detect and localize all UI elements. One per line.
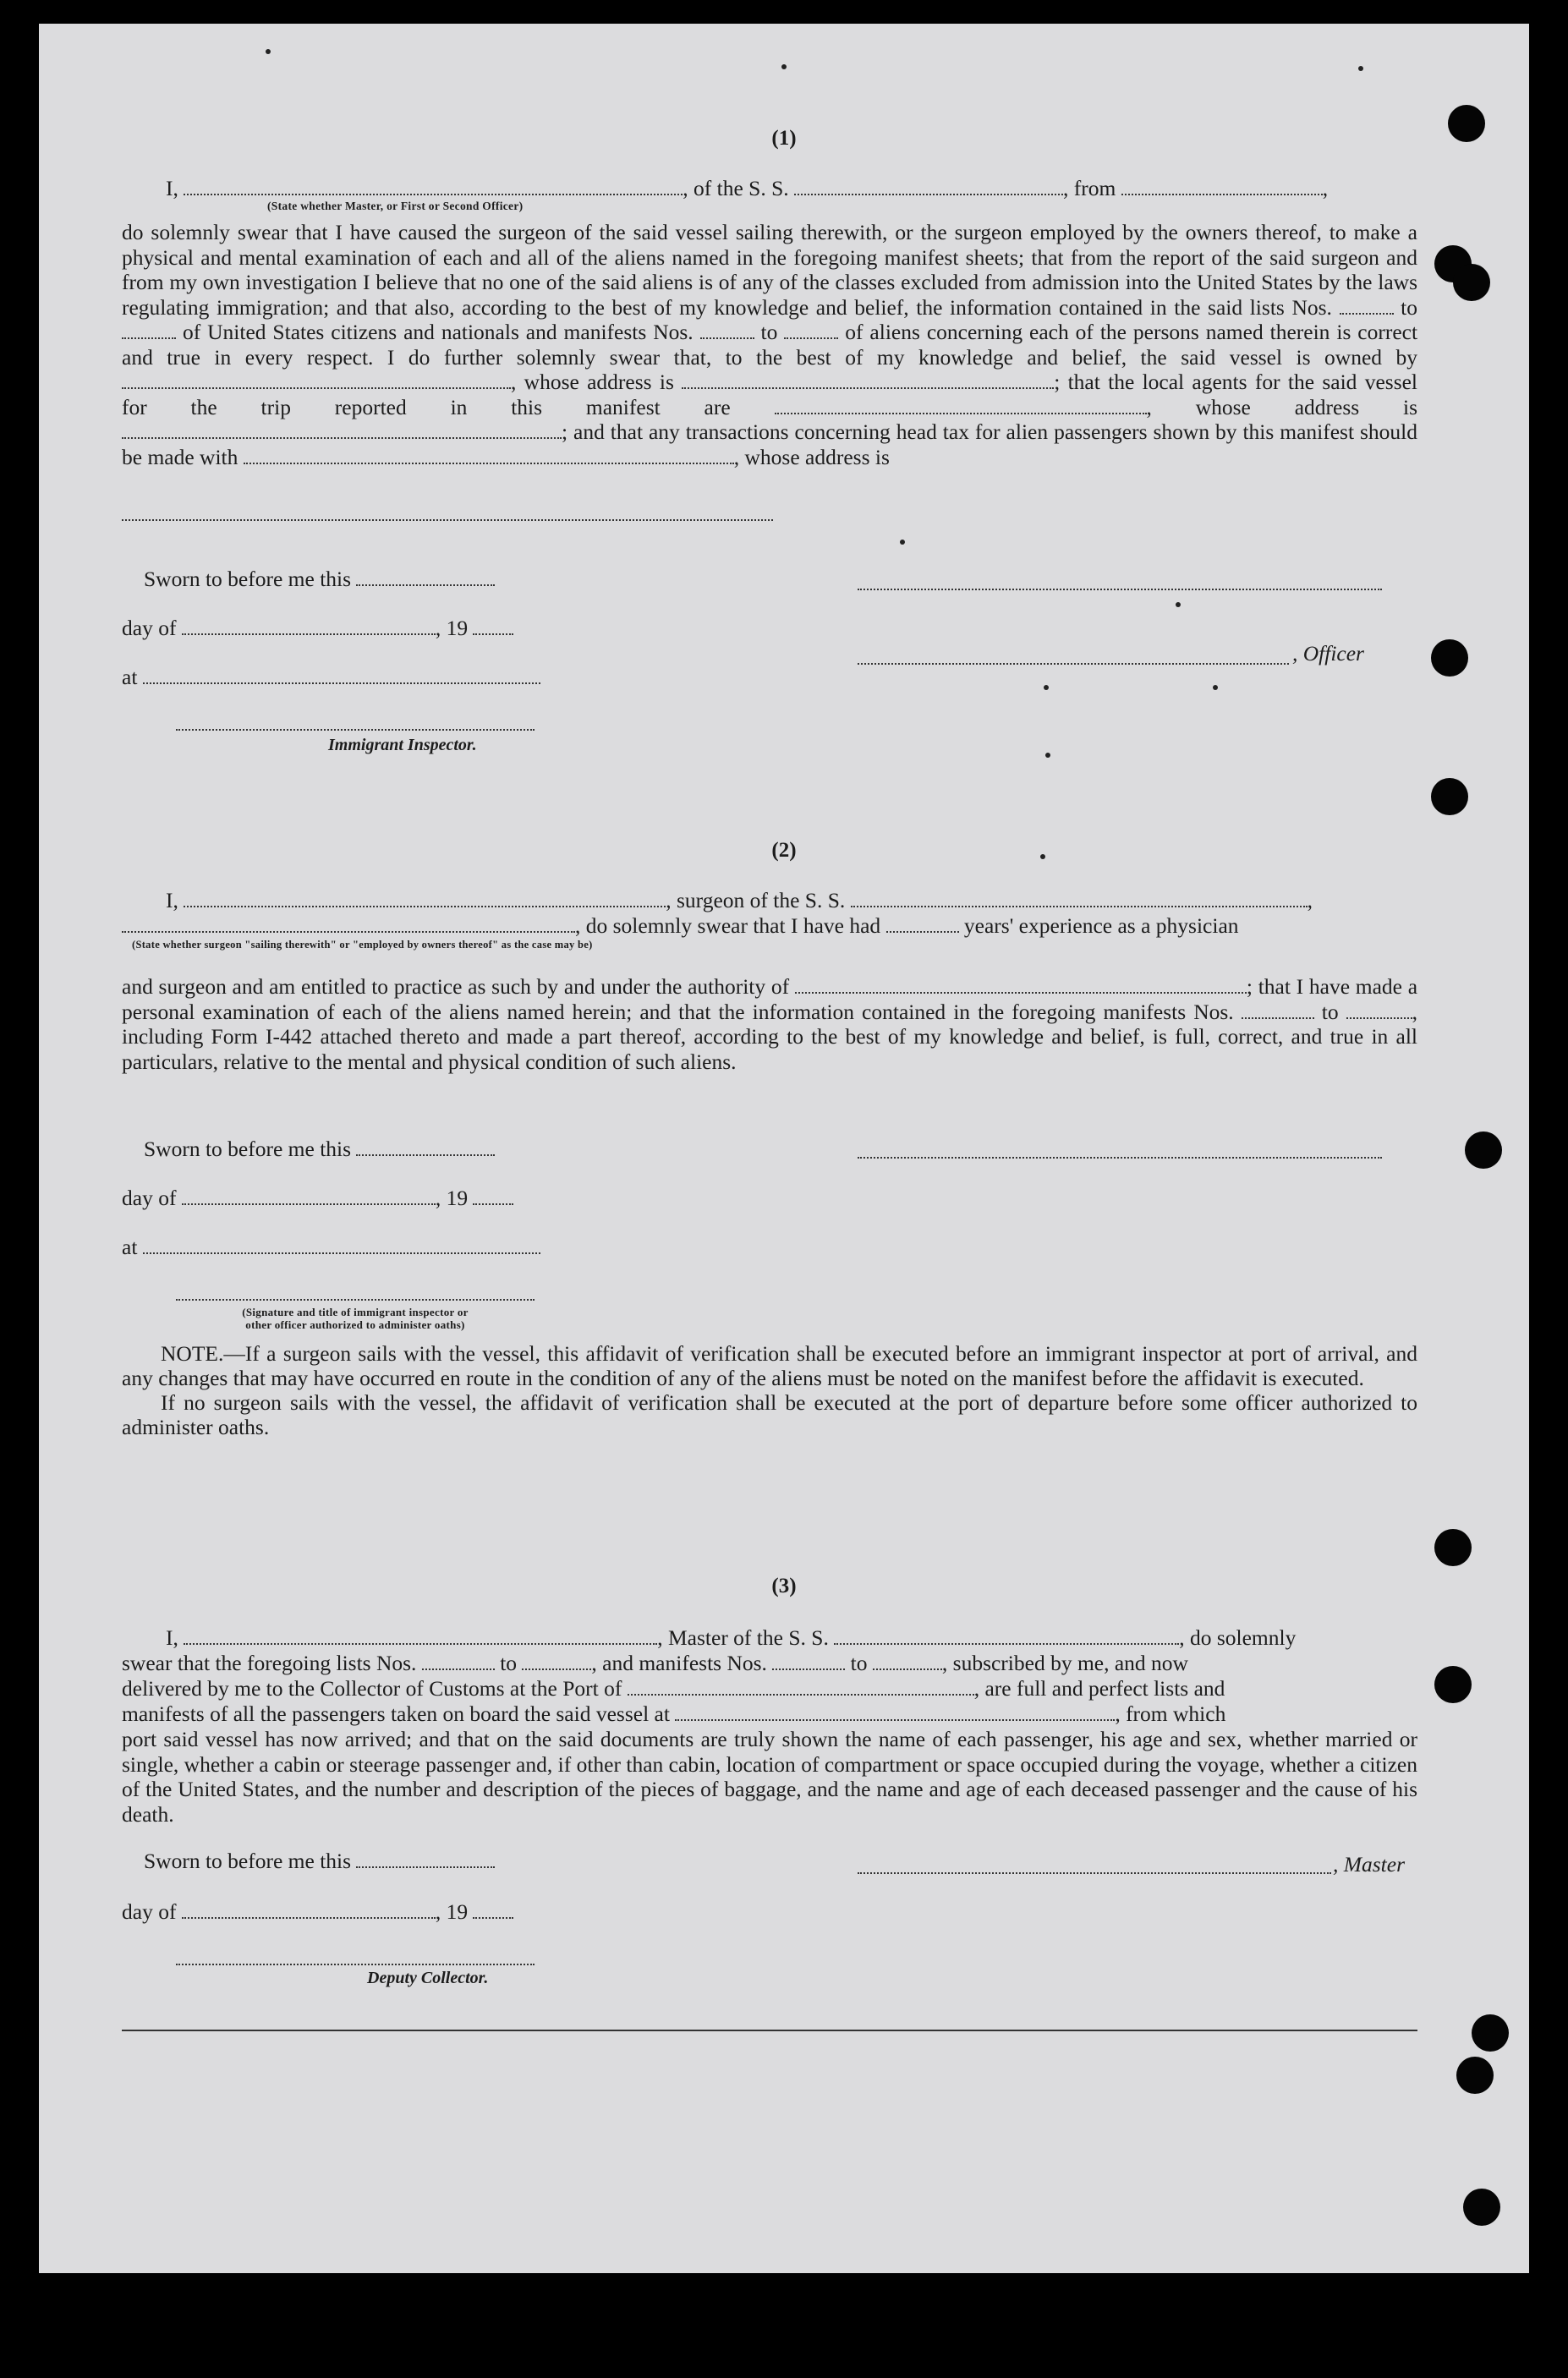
surgeon-year-blank[interactable] <box>473 1188 513 1205</box>
surgeon-at-blank[interactable] <box>143 1237 540 1254</box>
punch-hole <box>1472 2014 1509 2052</box>
master-year-blank[interactable] <box>473 1902 513 1919</box>
port-blank[interactable] <box>628 1679 974 1696</box>
surgeon-signature-line[interactable] <box>858 1157 1382 1159</box>
punch-hole <box>1453 264 1490 301</box>
section-1-line-1: I, , of the S. S. , from , <box>166 176 1329 200</box>
section-2-number: (2) <box>771 839 797 862</box>
section-1-number: (1) <box>771 127 797 150</box>
lists-no-from-blank[interactable] <box>1340 298 1394 315</box>
section-2-line-1: I, , surgeon of the S. S. , <box>166 888 1313 912</box>
section-1-at: at <box>122 665 540 690</box>
master-manifests-to-blank[interactable] <box>873 1653 942 1670</box>
ink-speck <box>1045 753 1050 758</box>
punch-hole <box>1434 1666 1472 1703</box>
section-3-dayof: day of , 19 <box>122 1899 513 1925</box>
surgeon-manifests-to-blank[interactable] <box>1346 1002 1412 1019</box>
surgeon-name-blank[interactable] <box>184 890 666 907</box>
section-3-body: port said vessel has now arrived; and that on the said documents are truly shown the name of each passenger, his age and sex, whether married or single, whether a cabin or steerage passenger and, if other than cabin, location of compartment or space occupied during the voyage, whether a citizen of the United States, and the number and description of the pieces of baggage, and the name and age of each deceased passenger and the cause of his death. <box>122 1727 1417 1827</box>
surgeon-sworn-day-blank[interactable] <box>356 1139 495 1156</box>
manifests-no-from-blank[interactable] <box>700 322 754 339</box>
section-3-number: (3) <box>771 1575 797 1597</box>
month-blank[interactable] <box>182 618 436 635</box>
ink-speck <box>266 49 271 54</box>
section-3-line-2: swear that the foregoing lists Nos. to , and manifests Nos. to , subscribed by me, and now <box>122 1651 1188 1675</box>
master-vessel-blank[interactable] <box>834 1628 1179 1645</box>
surgeon-manifests-from-blank[interactable] <box>1242 1002 1314 1019</box>
inspector-signature-line[interactable] <box>176 729 535 731</box>
section-1-sworn: Sworn to before me this <box>144 567 495 592</box>
master-lists-from-blank[interactable] <box>422 1653 495 1670</box>
master-lists-to-blank[interactable] <box>522 1653 591 1670</box>
ink-speck <box>900 540 905 545</box>
manifest-page <box>39 24 1529 2273</box>
boarding-port-blank[interactable] <box>675 1704 1115 1721</box>
ink-speck <box>1358 66 1363 71</box>
at-place-blank[interactable] <box>143 667 540 684</box>
ink-speck <box>1044 685 1049 690</box>
master-name-blank[interactable] <box>184 1628 657 1645</box>
master-manifests-from-blank[interactable] <box>772 1653 845 1670</box>
officer-signature-line-1[interactable] <box>858 589 1382 590</box>
section-3-line-3: delivered by me to the Collector of Customs at the Port of , are full and perfect lists and <box>122 1676 1225 1701</box>
master-signature-line[interactable] <box>858 1872 1331 1874</box>
head-tax-blank[interactable] <box>244 447 734 464</box>
section-2-body: and surgeon and am entitled to practice as such by and under the authority of ; that I have made a personal examination of each of the aliens named herein; and that the information contained in the foregoing manifests Nos. to , including Form I-442 attached thereto and made a part thereof, according to the best of my knowledge and belief, is full, correct, and true in all particulars, relative to the mental and physical condition of such aliens. <box>122 974 1418 1074</box>
punch-hole <box>1434 1529 1472 1566</box>
punch-hole <box>1465 1131 1502 1169</box>
authority-blank[interactable] <box>795 977 1247 994</box>
punch-hole <box>1463 2189 1500 2226</box>
collector-label: Deputy Collector. <box>367 1969 489 1987</box>
owner-blank[interactable] <box>122 372 511 389</box>
section-1-caption: (State whether Master, or First or Second Officer) <box>267 200 524 212</box>
lists-no-to-blank[interactable] <box>122 322 176 339</box>
section-3-line-1: I, , Master of the S. S. , do solemnly <box>166 1625 1297 1650</box>
section-2-line-2: , do solemnly swear that I have had years' experience as a physician <box>122 913 1239 939</box>
name-blank[interactable] <box>184 178 683 195</box>
officer-signature-line-2[interactable] <box>858 663 1289 665</box>
punch-hole <box>1431 639 1468 677</box>
bottom-rule <box>122 2030 1417 2031</box>
ink-speck <box>1213 685 1218 690</box>
section-1-dayof: day of , 19 <box>122 616 513 641</box>
section-2-caption: (State whether surgeon "sailing therewith" or "employed by owners thereof" as the case may be) <box>132 939 593 951</box>
surgeon-vessel-blank[interactable] <box>851 890 1308 907</box>
master-sworn-day-blank[interactable] <box>356 1851 495 1868</box>
from-blank[interactable] <box>1121 178 1323 195</box>
surgeon-status-blank[interactable] <box>122 916 575 933</box>
ink-speck <box>1176 602 1181 607</box>
punch-hole <box>1431 778 1468 815</box>
officer-label: , Officer <box>1292 641 1364 666</box>
section-3-line-4: manifests of all the passengers taken on board the said vessel at , from which <box>122 1701 1226 1726</box>
agents-blank[interactable] <box>775 397 1147 414</box>
section-2-note: NOTE.—If a surgeon sails with the vessel, this affidavit of verification shall be executed before an immigrant inspector at port of arrival, and any changes that may have occurred en route in the condition of any of the aliens must be noted on the manifest before the affidavit is executed. If no surgeon sails with the vessel, the affidavit of verification shall be executed at the port of departure before some officer authorized to administer oaths. <box>122 1341 1417 1439</box>
punch-hole <box>1456 2057 1494 2094</box>
agents-address-blank[interactable] <box>122 422 562 439</box>
sworn-day-blank[interactable] <box>356 569 495 586</box>
authorized-officer-caption: (Signature and title of immigrant inspector or other officer authorized to administer oaths) <box>242 1306 469 1331</box>
vessel-blank[interactable] <box>794 178 1063 195</box>
year-blank[interactable] <box>473 618 513 635</box>
ink-speck <box>781 64 787 69</box>
years-blank[interactable] <box>886 916 959 933</box>
owner-address-blank[interactable] <box>682 372 1054 389</box>
master-month-blank[interactable] <box>182 1902 436 1919</box>
inspector-label: Immigrant Inspector. <box>328 736 477 754</box>
master-label: , Master <box>1333 1852 1405 1877</box>
section-2-sworn: Sworn to before me this <box>144 1137 495 1162</box>
section-2-at: at <box>122 1235 540 1260</box>
section-1-body: do solemnly swear that I have caused the surgeon of the said vessel sailing therewith, or the surgeon employed by the owners thereof, to make a physical and mental examination of each and all of the aliens named in the foregoing manifest sheets; that from the report of the said surgeon and from my own investigation I believe that no one of the said aliens is of any of the classes excluded from admission into the United States by the laws regulating immigration; and that also, according to the best of my knowledge and belief, the information contained in the said lists Nos. to of United States citizens and nationals and manifests Nos. to of aliens concerning each of the persons named therein is correct and true in every respect. I do further solemnly swear that, to the best of my knowledge and belief, the said vessel is owned by , whose address is ; that the local agents for the said vessel for the trip reported in this manifest are , whose address is ; and that any transactions concerning head tax for alien passengers shown by this manifest should be made with , whose address is <box>122 220 1418 469</box>
surgeon-month-blank[interactable] <box>182 1188 436 1205</box>
section-3-sworn: Sworn to before me this <box>144 1849 495 1874</box>
authorized-officer-signature-line[interactable] <box>176 1299 535 1301</box>
head-tax-address-line[interactable] <box>122 519 773 521</box>
section-2-dayof: day of , 19 <box>122 1186 513 1211</box>
manifests-no-to-blank[interactable] <box>784 322 838 339</box>
collector-signature-line[interactable] <box>176 1964 535 1965</box>
